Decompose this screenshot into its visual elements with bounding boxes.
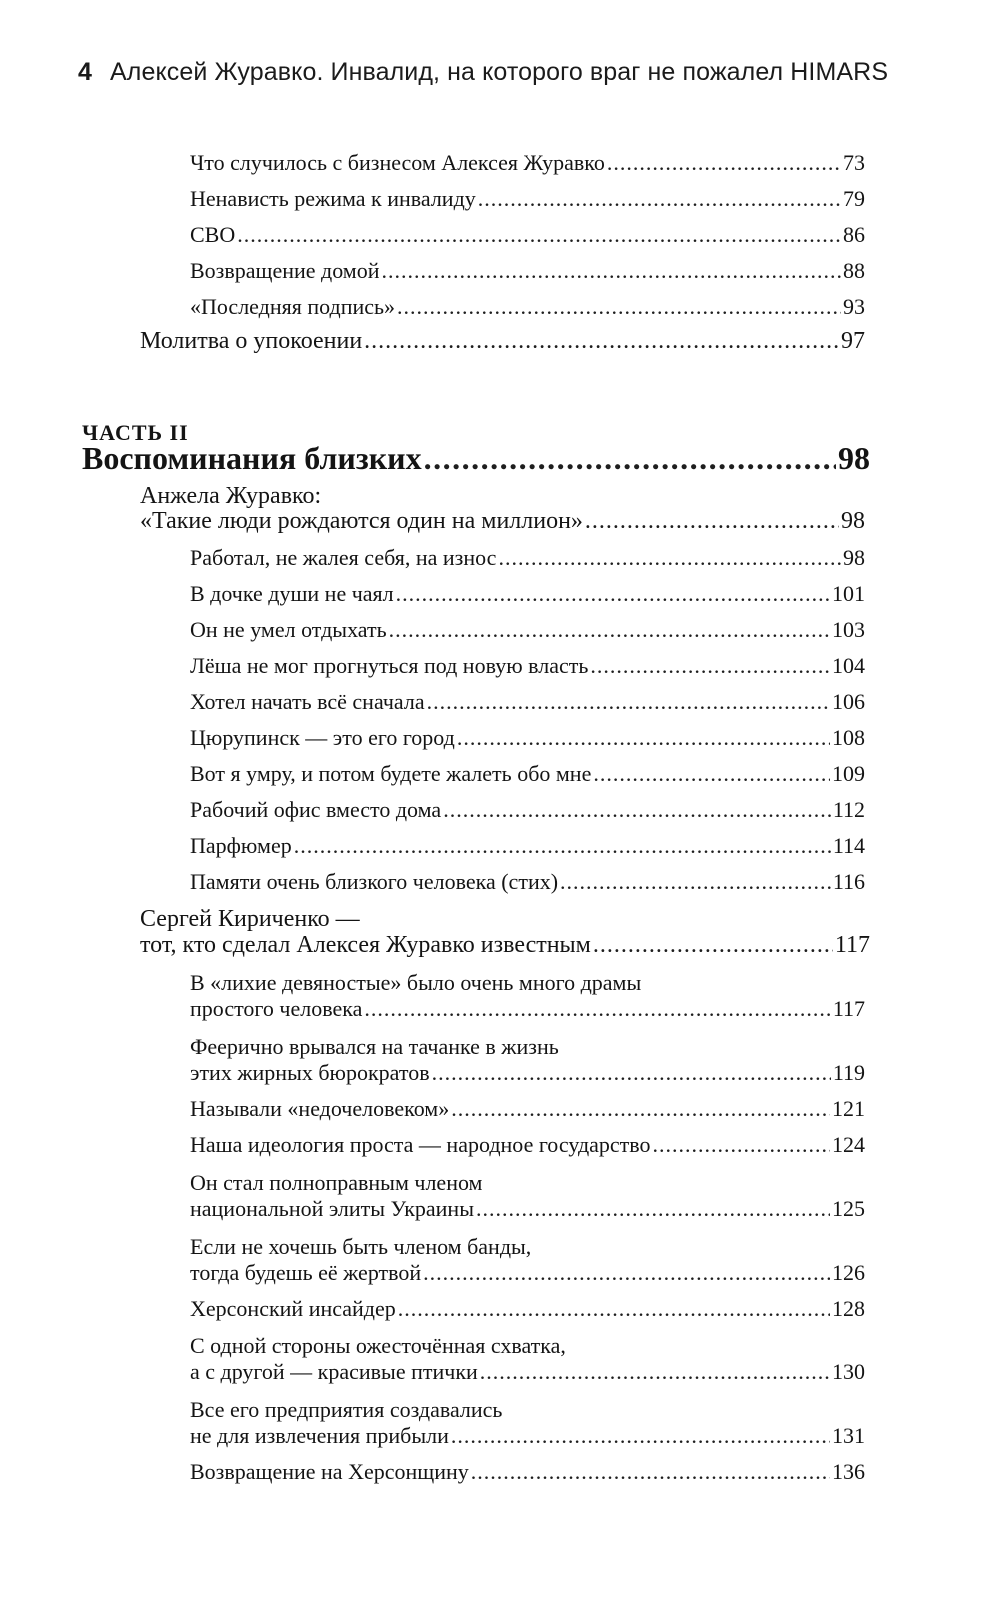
toc-entry[interactable] <box>190 258 865 284</box>
toc-entry[interactable] <box>190 186 865 212</box>
toc-entry-page: 79 <box>843 186 865 211</box>
leader-dots <box>451 1096 830 1122</box>
toc-entry-title: Наша идеология проста — народное государство <box>190 1132 651 1157</box>
toc-entry-title: Возвращение домой <box>190 258 380 283</box>
leader-dots <box>424 440 836 477</box>
toc-entry-page: 121 <box>832 1096 865 1121</box>
toc-entry[interactable] <box>190 294 865 320</box>
toc-entry[interactable] <box>190 1359 865 1385</box>
toc-entry-title: тогда будешь её жертвой <box>190 1260 422 1285</box>
toc-entry-title: национальной элиты Украины <box>190 1196 474 1221</box>
toc-entry[interactable] <box>190 1096 865 1122</box>
toc-entry[interactable] <box>190 1459 865 1485</box>
toc-entry-title: Называли «недочеловеком» <box>190 1096 450 1121</box>
leader-dots <box>560 869 831 895</box>
toc-entry-title: Вот я умру, и потом будете жалеть обо мне <box>190 761 592 786</box>
toc-entry-title: Хотел начать всё сначала <box>190 689 425 714</box>
toc-entry[interactable] <box>190 1196 865 1222</box>
toc-entry-title: Работал, не жалея себя, на износ <box>190 545 497 570</box>
part-page: 98 <box>838 440 870 476</box>
toc-entry-page: 98 <box>843 545 865 570</box>
leader-dots <box>423 1260 830 1286</box>
toc-entry-title: Что случилось с бизнесом Алексея Журавко <box>190 150 605 175</box>
toc-entry-page: 130 <box>832 1359 865 1384</box>
part-label: ЧАСТЬ II <box>82 420 189 445</box>
toc-entry-title: не для извлечения прибыли <box>190 1423 449 1448</box>
leader-dots <box>389 617 830 643</box>
section-page: 117 <box>834 932 870 958</box>
toc-entry[interactable] <box>190 725 865 751</box>
section-page: 98 <box>841 508 865 534</box>
toc-entry-line1: В «лихие девяностые» было очень много драмы <box>190 970 642 995</box>
toc-entry-page: 116 <box>832 869 865 894</box>
toc-entry-page: 124 <box>832 1132 865 1157</box>
toc-entry-line1: С одной стороны ожесточённая схватка, <box>190 1333 566 1358</box>
toc-entry-page: 106 <box>832 689 865 714</box>
toc-entry-page: 136 <box>832 1459 865 1484</box>
leader-dots <box>382 258 841 284</box>
leader-dots <box>498 545 841 571</box>
leader-dots <box>585 508 839 535</box>
toc-entry[interactable] <box>190 996 865 1022</box>
page-number: 4 <box>78 58 93 86</box>
leader-dots <box>432 1060 831 1086</box>
toc-entry[interactable] <box>190 222 865 248</box>
leader-dots <box>471 1459 830 1485</box>
toc-entry-line1: Все его предприятия создавались <box>190 1397 503 1422</box>
toc-entry-line1: Если не хочешь быть членом банды, <box>190 1234 532 1259</box>
toc-entry-title: Он не умел отдыхать <box>190 617 387 642</box>
toc-entry-page: 114 <box>832 833 865 858</box>
leader-dots <box>396 581 830 607</box>
toc-entry[interactable] <box>190 1423 865 1449</box>
toc-entry[interactable] <box>190 653 865 679</box>
toc-entry[interactable] <box>190 581 865 607</box>
toc-entry-page: 73 <box>843 150 865 175</box>
toc-entry-title: В дочке души не чаял <box>190 581 394 606</box>
toc-entry-title: простого человека <box>190 996 363 1021</box>
toc-entry-page: 104 <box>832 653 865 678</box>
toc-entry-title: СВО <box>190 222 236 247</box>
leader-dots <box>443 797 831 823</box>
leader-dots <box>480 1359 830 1385</box>
leader-dots <box>653 1132 830 1158</box>
toc-entry[interactable] <box>190 1060 865 1086</box>
toc-entry-page: 131 <box>832 1423 865 1448</box>
toc-entry-page: 86 <box>843 222 865 247</box>
toc-entry-line1: Он стал полноправным членом <box>190 1170 483 1195</box>
toc-entry[interactable] <box>190 617 865 643</box>
leader-dots <box>397 294 841 320</box>
section-title: тот, кто сделал Алексея Журавко известным <box>140 932 591 958</box>
toc-entry-page: 117 <box>832 996 865 1021</box>
section-entry[interactable] <box>140 932 870 959</box>
leader-dots <box>364 328 839 355</box>
leader-dots <box>457 725 830 751</box>
leader-dots <box>451 1423 830 1449</box>
toc-entry-title: Молитва о упокоении <box>140 328 363 354</box>
part-title-entry[interactable] <box>82 440 870 477</box>
toc-entry-title: Цюрупинск — это его город <box>190 725 455 750</box>
toc-entry-line1: Феерично врывался на тачанке в жизнь <box>190 1034 559 1059</box>
leader-dots <box>478 186 841 212</box>
toc-entry-title: Лёша не мог прогнуться под новую власть <box>190 653 589 678</box>
toc-entry[interactable] <box>190 689 865 715</box>
toc-entry[interactable] <box>190 1260 865 1286</box>
toc-entry-page: 109 <box>832 761 865 786</box>
toc-entry-page: 88 <box>843 258 865 283</box>
toc-entry-title: Херсонский инсайдер <box>190 1296 396 1321</box>
section-entry[interactable] <box>140 508 865 535</box>
toc-entry-page: 97 <box>841 328 865 354</box>
toc-entry-page: 126 <box>832 1260 865 1285</box>
leader-dots <box>593 932 833 959</box>
toc-entry-title: Возвращение на Херсонщину <box>190 1459 469 1484</box>
part-title: Воспоминания близких <box>82 440 422 476</box>
toc-entry[interactable] <box>190 797 865 823</box>
leader-dots <box>476 1196 830 1222</box>
toc-entry-page: 108 <box>832 725 865 750</box>
toc-entry-title: а с другой — красивые птички <box>190 1359 478 1384</box>
leader-dots <box>593 761 830 787</box>
toc-entry-page: 112 <box>832 797 865 822</box>
toc-entry-title: Парфюмер <box>190 833 292 858</box>
toc-entry-page: 103 <box>832 617 865 642</box>
leader-dots <box>607 150 841 176</box>
toc-entry-page: 101 <box>832 581 865 606</box>
toc-entry[interactable] <box>190 1296 865 1322</box>
toc-entry-title: «Последняя подпись» <box>190 294 396 319</box>
toc-entry[interactable] <box>190 869 865 895</box>
section-author: Сергей Кириченко — <box>140 906 360 932</box>
section-author: Анжела Журавко: <box>140 483 322 509</box>
running-header <box>78 58 888 87</box>
leader-dots <box>398 1296 830 1322</box>
leader-dots <box>590 653 830 679</box>
toc-entry-title: Рабочий офис вместо дома <box>190 797 442 822</box>
toc-entry[interactable] <box>190 761 865 787</box>
leader-dots <box>364 996 830 1022</box>
section-title: «Такие люди рождаются один на миллион» <box>140 508 583 534</box>
toc-entry-title: этих жирных бюрократов <box>190 1060 430 1085</box>
running-title: Алексей Журавко. Инвалид, на которого враг не пожалел HIMARS <box>110 58 889 86</box>
toc-entry-title: Памяти очень близкого человека (стих) <box>190 869 559 894</box>
toc-entry-prayer[interactable] <box>140 328 865 355</box>
leader-dots <box>294 833 831 859</box>
toc-entry-title: Ненависть режима к инвалиду <box>190 186 476 211</box>
toc-entry[interactable] <box>190 150 865 176</box>
toc-entry[interactable] <box>190 833 865 859</box>
toc-entry-page: 93 <box>843 294 865 319</box>
toc-entry[interactable] <box>190 1132 865 1158</box>
toc-entry-page: 125 <box>832 1196 865 1221</box>
leader-dots <box>237 222 841 248</box>
toc-entry-page: 119 <box>832 1060 865 1085</box>
toc-entry-page: 128 <box>832 1296 865 1321</box>
leader-dots <box>427 689 830 715</box>
toc-entry[interactable] <box>190 545 865 571</box>
